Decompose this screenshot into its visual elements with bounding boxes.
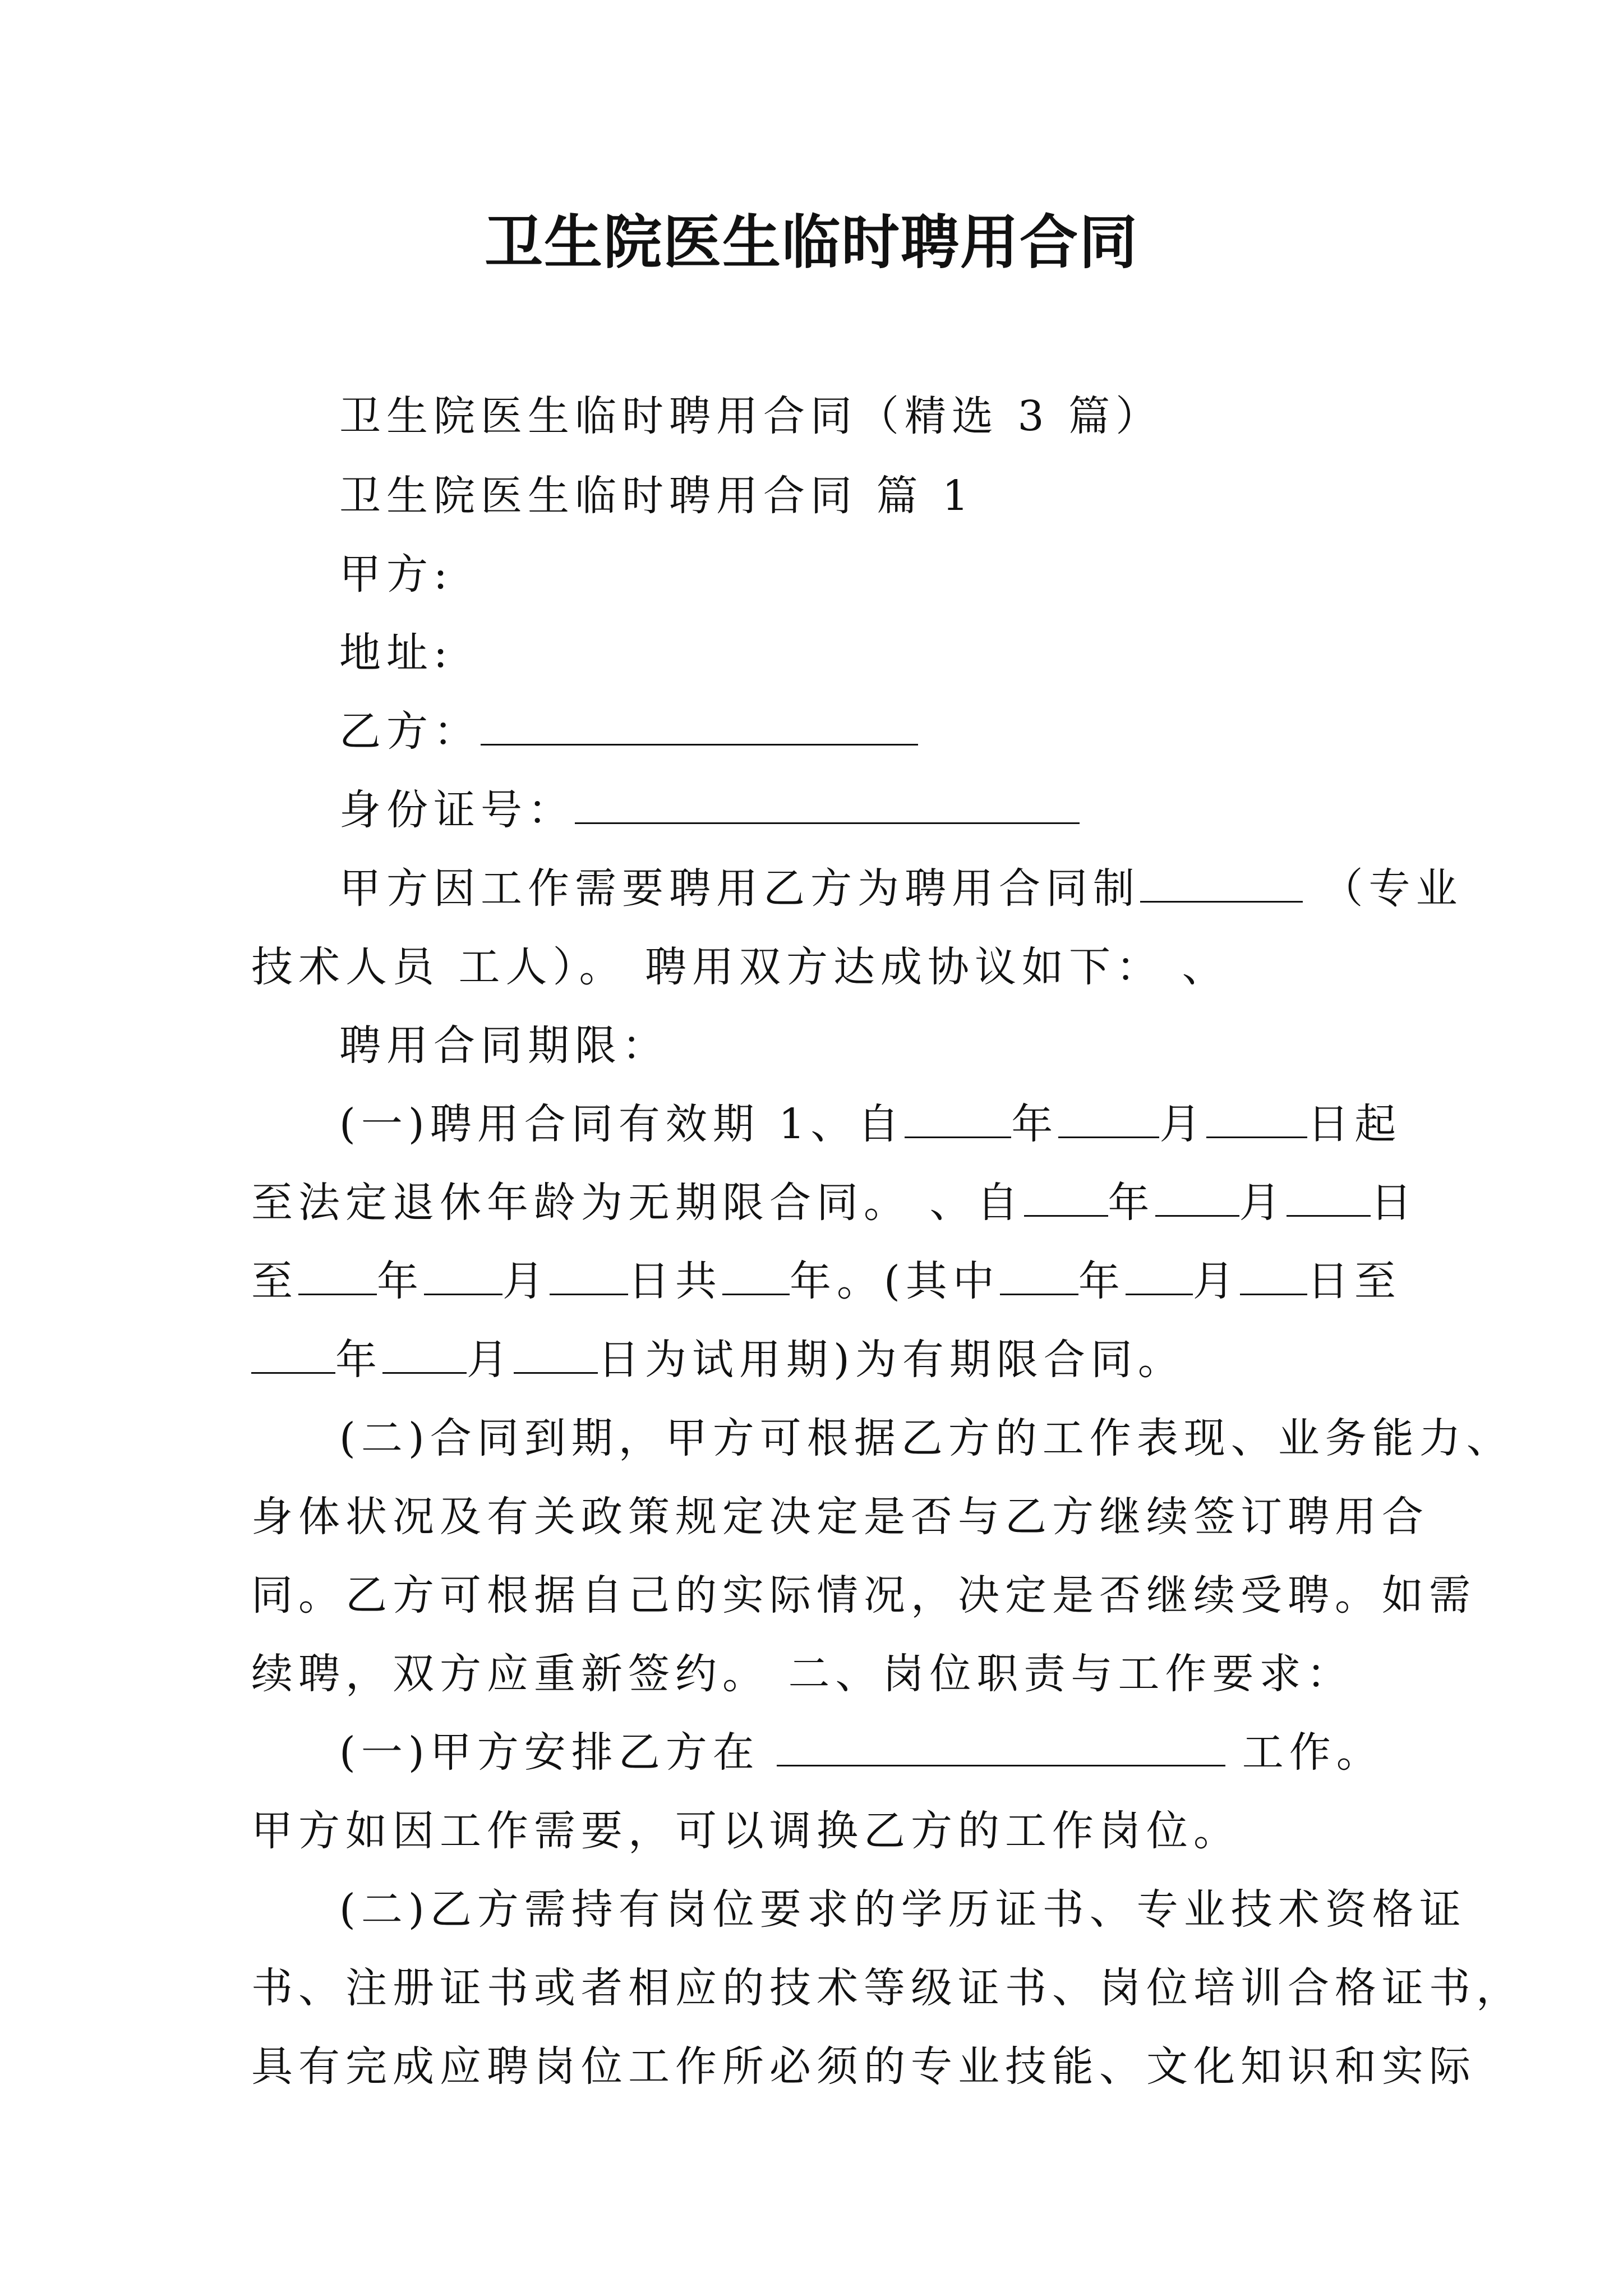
id-number-blank [575,788,1080,824]
fill-blank [1155,1180,1239,1217]
paragraph-line: 聘用合同期限： [339,1022,669,1070]
paragraph-line: (二)合同到期，甲方可根据乙方的工作表现、业务能力、 [339,1414,1514,1462]
fill-blank [1140,866,1303,903]
paragraph-line [339,1096,1405,1152]
text-segment: 年 [377,1257,424,1305]
text-segment: 日 [1370,1179,1418,1227]
fill-blank [1000,1259,1078,1295]
paragraph-line: 具有完成应聘岗位工作所必须的专业技能、文化知识和实际 [251,2042,1476,2091]
fill-blank [1058,1102,1159,1138]
fill-blank [424,1259,502,1295]
fill-blank [1287,1180,1371,1217]
text-segment: (一)甲方安排乙方在 [339,1728,760,1777]
text-segment: 日为试用期)为有期限合同。 [598,1336,1185,1384]
paragraph-line: 甲方如因工作需要，可以调换乙方的工作岗位。 [251,1807,1241,1855]
id-number-row [339,782,1405,838]
text-segment: 年。(其中 [790,1257,1000,1305]
paragraph-line: 续聘，双方应重新签约。 二、岗位职责与工作要求： [251,1650,1354,1698]
fill-blank [1206,1102,1307,1138]
text-segment: （专业 [1303,864,1463,913]
text-segment: 年 [1078,1257,1126,1305]
document-subtitle: 卫生院医生临时聘用合同（精选 3 篇） [339,392,1163,440]
fill-blank [382,1337,467,1374]
paragraph-line [251,1253,1401,1309]
paragraph-line [339,1724,1405,1780]
text-segment: 日共 [628,1257,722,1305]
text-segment: 年 [1011,1100,1059,1148]
fill-blank [298,1259,377,1295]
text-segment: 月 [467,1336,514,1384]
party-a-label: 甲方: [339,550,453,599]
text-segment: 至法定退休年龄为无期限合同。 、自 [251,1179,1024,1227]
document-title: 卫生院医生临时聘用合同 [484,208,1138,277]
fill-blank [722,1259,790,1295]
text-segment: 月 [502,1257,550,1305]
text-segment: 月 [1159,1100,1207,1148]
paragraph-line: 技术人员 工人）。 聘用双方达成协议如下： 、 [251,943,1229,991]
paragraph-line: 书、注册证书或者相应的技术等级证书、岗位培训合格证书， [251,1964,1523,2012]
fill-blank [550,1259,628,1295]
text-segment: 工作。 [1242,1728,1384,1777]
text-segment: 年 [335,1336,382,1384]
fill-blank [251,1337,335,1374]
text-segment: (一)聘用合同有效期 1、自 [339,1100,905,1148]
address-label: 地址: [339,629,453,677]
paragraph-line [251,1332,1384,1388]
party-b-label: 乙方： [339,707,481,756]
text-segment: 至 [251,1257,298,1305]
text-segment: 月 [1239,1179,1287,1227]
fill-blank [905,1102,1011,1138]
paragraph-line [339,861,1463,917]
paragraph-line: 身体状况及有关政策规定决定是否与乙方继续签订聘用合 [251,1493,1429,1541]
text-segment: 日至 [1307,1257,1401,1305]
fill-blank [1240,1259,1307,1295]
fill-blank [514,1337,598,1374]
fill-blank [777,1730,1225,1766]
paragraph-line: 同。乙方可根据自己的实际情况，决定是否继续受聘。如需 [251,1571,1476,1619]
party-b-blank [481,709,918,746]
id-number-label: 身份证号： [339,786,575,834]
paragraph-line [251,1175,1418,1231]
section-heading: 卫生院医生临时聘用合同 篇 1 [339,472,975,520]
fill-blank [1126,1259,1193,1295]
paragraph-line: (二)乙方需持有岗位要求的学历证书、专业技术资格证 [339,1885,1467,1934]
text-segment: 年 [1108,1179,1155,1227]
fill-blank [1024,1180,1108,1217]
party-b-row [339,703,1405,760]
text-segment: 甲方因工作需要聘用乙方为聘用合同制 [339,864,1140,913]
text-segment: 日起 [1307,1100,1402,1148]
text-segment: 月 [1192,1257,1240,1305]
